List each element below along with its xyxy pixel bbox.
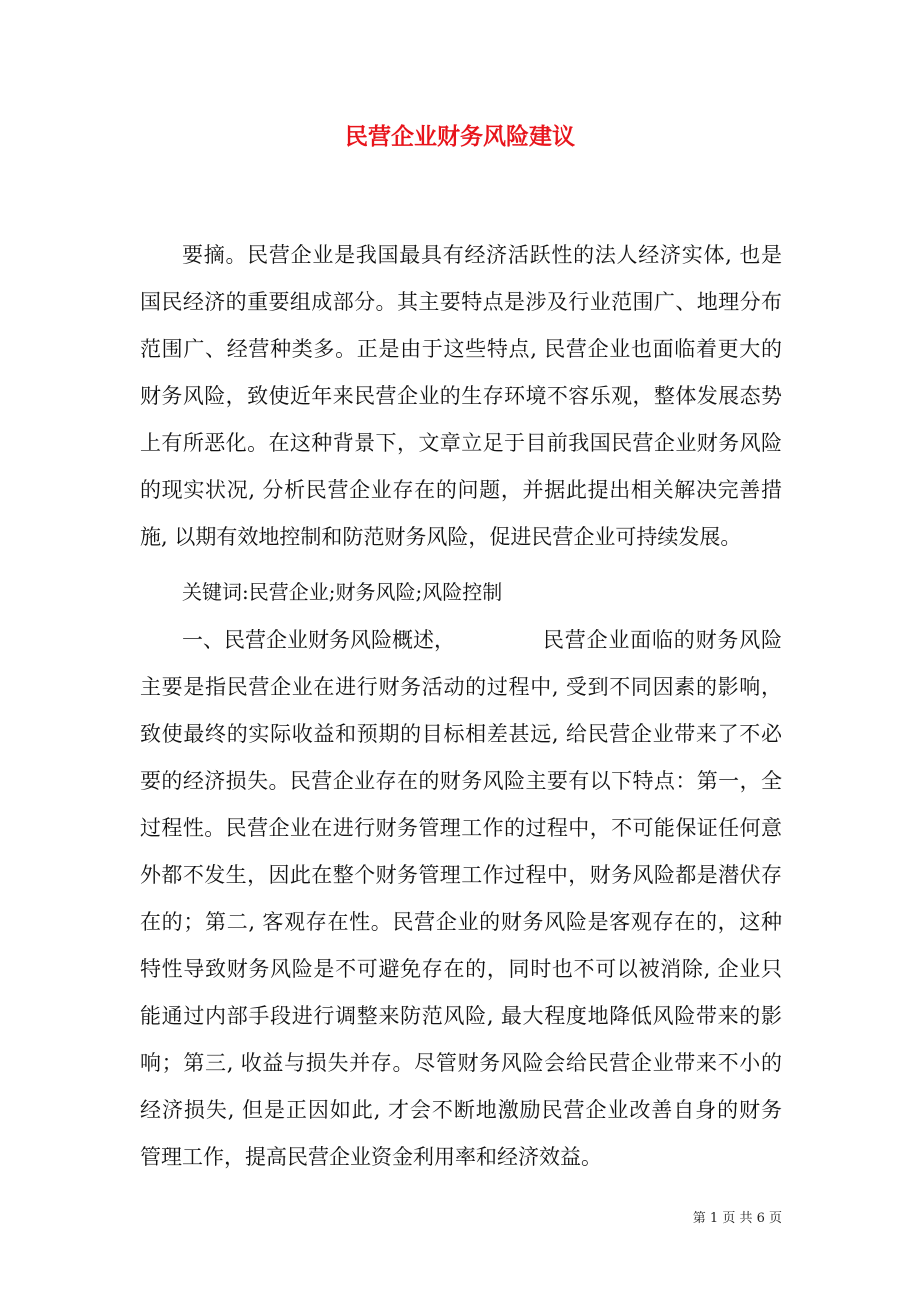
abstract-line: 国民经济的重要组成部分。其主要特点是涉及行业范围广、地理分布: [140, 290, 782, 314]
section-line: 民营企业面临的财务风险: [543, 628, 782, 652]
section-line: 响；第三, 收益与损失并存。尽管财务风险会给民营企业带来不小的: [140, 1051, 782, 1075]
section-line: 要的经济损失。民营企业存在的财务风险主要有以下特点：第一，全: [140, 769, 782, 793]
section-line: 主要是指民营企业在进行财务活动的过程中, 受到不同因素的影响，: [140, 675, 782, 699]
section-line: 能通过内部手段进行调整来防范风险, 最大程度地降低风险带来的影: [140, 1004, 782, 1028]
document-title: 民营企业财务风险建议: [345, 123, 575, 150]
section-line: 外都不发生，因此在整个财务管理工作过程中，财务风险都是潜伏存: [140, 863, 782, 887]
section-line: 经济损失, 但是正因如此, 才会不断地激励民营企业改善自身的财务: [140, 1098, 782, 1122]
abstract-line: 施, 以期有效地控制和防范财务风险，促进民营企业可持续发展。: [140, 525, 742, 549]
section-line: 特性导致财务风险是不可避免存在的，同时也不可以被消除, 企业只: [140, 957, 782, 981]
section-line: 管理工作，提高民营企业资金利用率和经济效益。: [140, 1145, 602, 1169]
section-line: 在的；第二, 客观存在性。民营企业的财务风险是客观存在的，这种: [140, 910, 782, 934]
section-line: 过程性。民营企业在进行财务管理工作的过程中，不可能保证任何意: [140, 816, 782, 840]
abstract-line: 范围广、经营种类多。正是由于这些特点, 民营企业也面临着更大的: [140, 337, 782, 361]
abstract-line: 的现实状况, 分析民营企业存在的问题，并据此提出相关解决完善措: [140, 478, 782, 502]
abstract-line: 要摘。民营企业是我国最具有经济活跃性的法人经济实体, 也是: [182, 243, 782, 267]
section-heading: 一、民营企业财务风险概述，: [182, 628, 455, 652]
abstract-line: 财务风险，致使近年来民营企业的生存环境不容乐观，整体发展态势: [140, 384, 782, 408]
section-line: 致使最终的实际收益和预期的目标相差甚远, 给民营企业带来了不必: [140, 722, 782, 746]
page-number: 第 1 页 共 6 页: [692, 1211, 782, 1226]
keywords: 关键词:民营企业;财务风险;风险控制: [182, 580, 503, 604]
abstract-line: 上有所恶化。在这种背景下，文章立足于目前我国民营企业财务风险: [140, 431, 782, 455]
